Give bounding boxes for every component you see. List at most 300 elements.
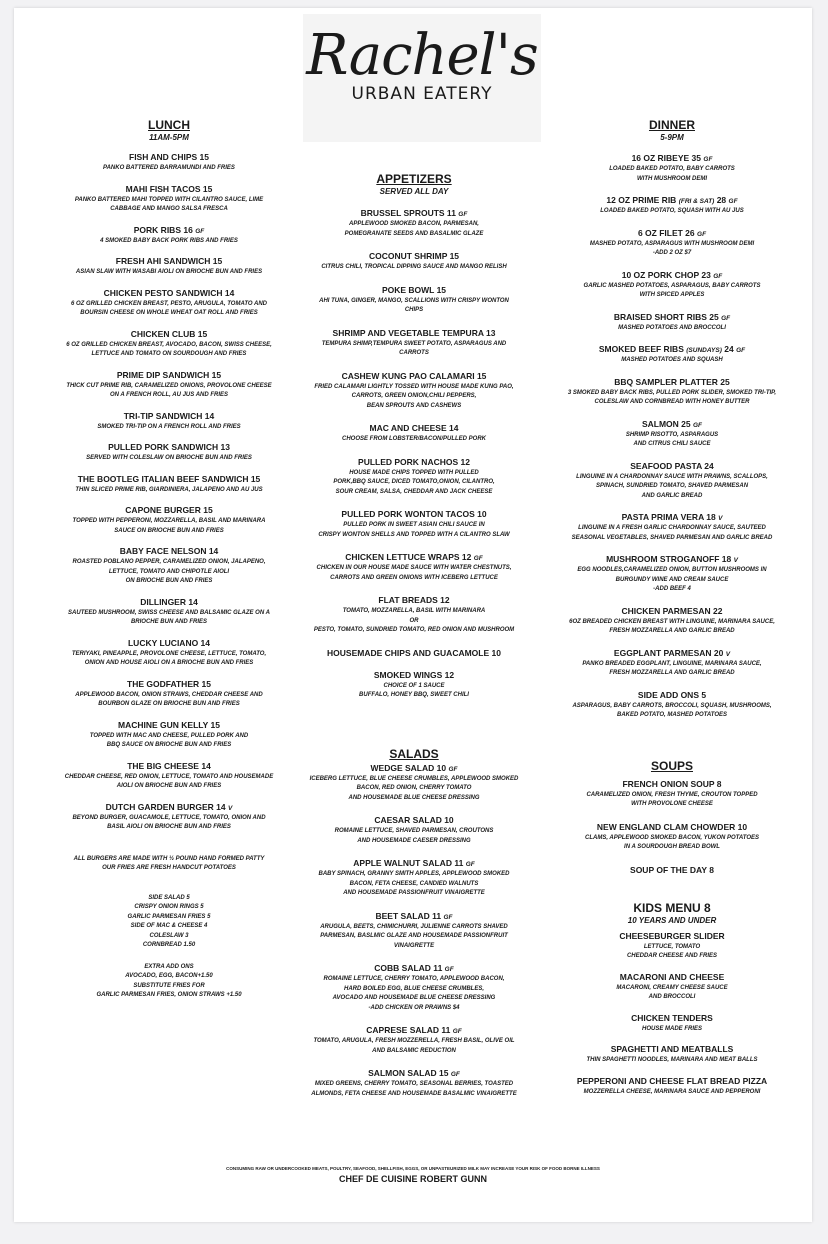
item-name-text: SPAGHETTI AND MEATBALLS bbox=[610, 1044, 734, 1054]
menu-item-name bbox=[14, 370, 324, 380]
item-name-text: EGGPLANT PARMESAN 20 bbox=[613, 647, 724, 658]
description-line: CLAMS, APPLEWOOD SMOKED BACON, YUKON POTATOES bbox=[584, 834, 759, 841]
item-name-text: 10 OZ PORK CHOP 23 bbox=[621, 269, 711, 280]
menu-item-description bbox=[294, 923, 534, 952]
description-line: TOPPED WITH MAC AND CHEESE, PULLED PORK AND bbox=[89, 732, 249, 739]
item-tag: GF bbox=[443, 913, 453, 921]
lunch-title: LUNCH bbox=[148, 118, 190, 132]
menu-item-description bbox=[532, 618, 812, 637]
description-line: CARROTS, GREEN ONION,CHILI PEPPERS, bbox=[351, 393, 477, 399]
description-line: CABBAGE AND MANGO SALSA FRESCA bbox=[110, 206, 228, 212]
description-line: AIOLI ON BRIOCHE BUN AND FRIES bbox=[116, 783, 222, 789]
burger-note-line: ALL BURGERS ARE MADE WITH ½ POUND HAND FORMED PATTY bbox=[73, 855, 265, 862]
menu-item bbox=[294, 1025, 534, 1056]
item-tag: GF bbox=[465, 861, 475, 868]
menu-item-description bbox=[532, 984, 812, 1003]
item-name-text: CHICKEN TENDERS bbox=[631, 1012, 713, 1023]
menu-item bbox=[294, 509, 534, 540]
menu-page bbox=[14, 8, 812, 1222]
description-line: SEASONAL VEGETABLES, SHAVED PARMESAN AND GARLIC BREAD bbox=[571, 534, 773, 541]
dinner-hours: 5-9PM bbox=[660, 133, 684, 142]
menu-item bbox=[532, 419, 812, 450]
description-line: BOURSIN CHEESE ON WHOLE WHEAT OAT ROLL AND FRIES bbox=[80, 310, 258, 316]
menu-item-name bbox=[294, 763, 534, 773]
menu-item-description bbox=[532, 566, 812, 595]
description-line: BUFFALO, HONEY BBQ, SWEET CHILI bbox=[359, 692, 469, 698]
chef-credit: CHEF DE CUISINE ROBERT GUNN bbox=[338, 1174, 487, 1184]
item-name-text: TRI-TIP SANDWICH 14 bbox=[123, 410, 215, 421]
lunch-column bbox=[14, 118, 324, 1001]
description-line: PANKO BATTERED MAHI TOPPED WITH CILANTRO SAUCE, LIME bbox=[74, 196, 264, 203]
description-line: APPLEWOOD SMOKED BACON, PARMESAN, bbox=[349, 221, 479, 227]
description-line: AHI TUNA, GINGER, MANGO, SCALLIONS WITH CRISPY WONTON bbox=[319, 297, 509, 304]
description-line: LINGUINE IN A CHARDONNAY SAUCE WITH PRAWNS, SCALLOPS, bbox=[576, 473, 768, 480]
menu-item-description bbox=[532, 702, 812, 721]
item-tag: GF bbox=[444, 966, 454, 973]
description-line: VINAIGRETTE bbox=[393, 942, 435, 949]
menu-item bbox=[294, 648, 534, 658]
soups-title: SOUPS bbox=[650, 758, 693, 773]
menu-item-name bbox=[294, 670, 534, 680]
side-item: GARLIC PARMESAN FRIES 5 bbox=[127, 913, 211, 920]
description-line: ASIAN SLAW WITH WASABI AIOLI ON BRIOCHE BUN AND FRIES bbox=[75, 269, 263, 275]
menu-item bbox=[14, 225, 324, 247]
item-tag: GF bbox=[450, 1071, 460, 1078]
item-tag: GF bbox=[693, 421, 703, 429]
menu-item-name bbox=[294, 457, 534, 467]
item-name-text: BRAISED SHORT RIBS 25 bbox=[613, 311, 719, 322]
menu-item-name bbox=[294, 208, 534, 218]
menu-item-description bbox=[14, 691, 324, 710]
item-name-text: APPLE WALNUT SALAD 11 bbox=[353, 858, 464, 868]
menu-item-description bbox=[294, 682, 534, 701]
item-tag: V bbox=[733, 557, 738, 564]
item-name-text: SIDE ADD ONS 5 bbox=[637, 689, 707, 700]
description-line: BRIOCHE BUN AND FRIES bbox=[130, 619, 208, 625]
menu-item-description bbox=[294, 1080, 534, 1099]
item-tag: V bbox=[725, 650, 731, 658]
menu-item-description bbox=[14, 517, 324, 536]
extra-add-ons bbox=[14, 963, 324, 1001]
description-line: HOUSE MADE FRIES bbox=[641, 1025, 702, 1032]
description-line: -ADD BEEF 4 bbox=[653, 586, 691, 592]
menu-item bbox=[14, 546, 324, 587]
menu-item-name bbox=[532, 344, 812, 354]
description-line: POMEGRANATE SEEDS AND BASALMIC GLAZE bbox=[344, 230, 484, 237]
description-line: CARROTS bbox=[399, 350, 429, 356]
description-line: MASHED POTATO, ASPARAGUS WITH MUSHROOM DEMI bbox=[589, 240, 755, 247]
menu-item-description bbox=[532, 1088, 812, 1098]
description-line: MIXED GREENS, CHERRY TOMATO, SEASONAL BERRIES, TOASTED bbox=[314, 1081, 514, 1087]
description-line: ROMAINE LETTUCE, CHERRY TOMATO, APPLEWOOD BACON, bbox=[323, 976, 505, 982]
menu-item-name bbox=[532, 972, 812, 982]
menu-item bbox=[532, 690, 812, 721]
menu-item-name bbox=[294, 815, 534, 825]
item-name-text: SMOKED WINGS 12 bbox=[373, 669, 455, 680]
menu-item-description bbox=[294, 775, 534, 804]
item-name-text: LUCKY LUCIANO 14 bbox=[127, 637, 211, 648]
description-line: AND HOUSEMADE CAESER DRESSING bbox=[357, 837, 471, 844]
description-line: ROASTED POBLANO PEPPER, CARAMELIZED ONION, JALAPENO, bbox=[72, 559, 266, 565]
menu-item-name bbox=[532, 1044, 812, 1054]
description-line: WITH MUSHROOM DEMI bbox=[637, 175, 707, 182]
description-line: BOURBON GLAZE ON BRIOCHE BUN AND FRIES bbox=[98, 701, 240, 707]
item-tag: GF bbox=[713, 272, 723, 280]
description-line: APPLEWOOD BACON, ONION STRAWS, CHEDDAR CHEESE AND bbox=[75, 691, 263, 698]
item-name-text: CASHEW KUNG PAO CALAMARI 15 bbox=[341, 370, 487, 381]
item-name-text: FLAT BREADS 12 bbox=[378, 595, 450, 605]
menu-item-description bbox=[532, 324, 812, 334]
menu-item bbox=[532, 1076, 812, 1098]
menu-item-description bbox=[294, 564, 534, 583]
menu-item bbox=[532, 377, 812, 408]
item-name-text: CHEESEBURGER SLIDER bbox=[619, 930, 725, 941]
menu-item bbox=[532, 779, 812, 810]
menu-item-description bbox=[14, 382, 324, 401]
menu-item-name bbox=[532, 648, 812, 658]
item-name-text: SMOKED BEEF RIBS bbox=[598, 344, 684, 354]
description-line: AVOCADO AND HOUSEMADE BLUE CHEESE DRESSING bbox=[332, 995, 496, 1001]
item-name-text: PULLED PORK WONTON TACOS 10 bbox=[341, 509, 487, 519]
menu-item bbox=[294, 670, 534, 701]
description-line: 6 OZ GRILLED CHICKEN BREAST, PESTO, ARUGULA, TOMATO AND bbox=[70, 300, 267, 307]
appetizers-title: APPETIZERS bbox=[376, 172, 452, 186]
menu-item bbox=[532, 648, 812, 679]
menu-item bbox=[294, 763, 534, 804]
item-name-text: MACHINE GUN KELLY 15 bbox=[117, 719, 221, 730]
item-name-text: THE BIG CHEESE 14 bbox=[127, 760, 211, 771]
item-name-text: BRUSSEL SPROUTS 11 bbox=[360, 208, 456, 218]
description-line: PARMESAN, BASLMIC GLAZE AND HOUSEMADE PASSIONFRUIT bbox=[320, 933, 508, 939]
menu-item-description bbox=[532, 473, 812, 502]
description-line: LINGUINE IN A FRESH GARLIC CHARDONNAY SAUCE, SAUTEED bbox=[578, 525, 766, 531]
item-name-text: 6 OZ FILET 26 bbox=[637, 227, 695, 238]
description-line: BEAN SPROUTS AND CASHEWS bbox=[366, 402, 462, 409]
menu-item bbox=[14, 474, 324, 496]
item-name-text: THE GODFATHER 15 bbox=[127, 678, 211, 689]
side-item: SIDE SALAD 5 bbox=[148, 894, 190, 901]
menu-item-description bbox=[532, 356, 812, 366]
menu-item-name bbox=[532, 461, 812, 471]
menu-item-name bbox=[14, 256, 324, 266]
menu-item bbox=[532, 1013, 812, 1035]
description-line: AND HOUSEMADE BLUE CHEESE DRESSING bbox=[348, 794, 480, 801]
description-line: HOUSE MADE CHIPS TOPPED WITH PULLED bbox=[349, 469, 479, 476]
lunch-hours: 11AM-5PM bbox=[149, 133, 189, 142]
description-line: -ADD CHICKEN OR PRAWNS $4 bbox=[368, 1004, 460, 1011]
item-name-text: WEDGE SALAD 10 bbox=[370, 762, 447, 773]
item-name-text: 12 OZ PRIME RIB bbox=[606, 195, 677, 205]
description-line: FRESH MOZZARELLA AND GARLIC BREAD bbox=[609, 628, 735, 634]
menu-item-description bbox=[532, 389, 812, 408]
sides-list bbox=[14, 894, 324, 951]
item-name-text: DILLINGER 14 bbox=[140, 596, 198, 607]
menu-item bbox=[294, 815, 534, 846]
menu-item-name bbox=[294, 963, 534, 973]
menu-item bbox=[294, 285, 534, 316]
menu-item bbox=[532, 195, 812, 217]
description-line: TOPPED WITH PEPPERONI, MOZZARELLA, BASIL AND MARINARA bbox=[72, 518, 266, 524]
item-name-text: PULLED PORK SANDWICH 13 bbox=[108, 442, 230, 452]
description-line: TOMATO, ARUGULA, FRESH MOZZERELLA, FRESH BASIL, OLIVE OIL bbox=[313, 1038, 515, 1044]
menu-item-description bbox=[14, 773, 324, 792]
menu-item-name bbox=[294, 1068, 534, 1078]
menu-item-description bbox=[294, 263, 534, 273]
menu-item-name bbox=[532, 606, 812, 616]
menu-item-description bbox=[532, 165, 812, 184]
dinner-title: DINNER bbox=[648, 118, 695, 132]
menu-item bbox=[532, 512, 812, 543]
description-line: AND CITRUS CHILI SAUCE bbox=[633, 441, 711, 447]
description-line: AND GARLIC BREAD bbox=[641, 492, 703, 499]
item-name-text: PORK RIBS 16 bbox=[133, 224, 193, 235]
item-name-text: CHICKEN PARMESAN 22 bbox=[621, 605, 723, 616]
description-line: 4 SMOKED BABY BACK PORK RIBS AND FRIES bbox=[100, 237, 238, 244]
description-line: EGG NOODLES,CARAMELIZED ONION, BUTTON MUSHROOMS IN bbox=[577, 567, 767, 573]
item-tag: GF bbox=[697, 230, 707, 238]
menu-item-name bbox=[532, 153, 812, 163]
dinner-items bbox=[532, 153, 812, 721]
menu-item-name bbox=[532, 270, 812, 280]
item-tag: V bbox=[228, 804, 233, 812]
restaurant-logo bbox=[303, 14, 541, 142]
menu-item-description bbox=[532, 1025, 812, 1035]
menu-item-description bbox=[14, 732, 324, 751]
logo-subtitle: URBAN EATERY bbox=[351, 84, 493, 104]
menu-item-description bbox=[532, 660, 812, 679]
appetizer-items bbox=[294, 208, 534, 701]
description-line: ON A FRENCH ROLL, AU JUS AND FRIES bbox=[109, 392, 229, 398]
item-tag: (FRI & SAT) bbox=[678, 198, 715, 205]
menu-item-name bbox=[294, 1025, 534, 1035]
item-name-text: MUSHROOM STROGANOFF 18 bbox=[606, 554, 732, 564]
menu-item-description bbox=[294, 469, 534, 498]
salad-items bbox=[294, 763, 534, 1100]
menu-item-description bbox=[532, 1056, 812, 1066]
item-name-text: CHICKEN LETTUCE WRAPS 12 bbox=[345, 552, 472, 562]
description-line: LETTUCE, TOMATO bbox=[643, 943, 701, 950]
description-line: 6OZ BREADED CHICKEN BREAST WITH LINGUINE, MARINARA SAUCE, bbox=[569, 618, 775, 625]
menu-item-description bbox=[14, 609, 324, 628]
item-name-text: SEAFOOD PASTA 24 bbox=[630, 460, 714, 471]
menu-item-description bbox=[294, 383, 534, 412]
menu-item bbox=[14, 288, 324, 319]
lunch-items bbox=[14, 152, 324, 833]
description-line: CHICKEN IN OUR HOUSE MADE SAUCE WITH WATER CHESTNUTS, bbox=[316, 565, 512, 571]
menu-item bbox=[532, 822, 812, 853]
description-line: THIN SLICED PRIME RIB, GIARDINIERA, JALAPENO AND AU JUS bbox=[75, 486, 263, 493]
burger-note bbox=[14, 855, 324, 874]
item-name-text: MACARONI AND CHEESE bbox=[619, 971, 725, 982]
menu-item-description bbox=[14, 558, 324, 587]
description-line: TERIYAKI, PINEAPPLE, PROVOLONE CHEESE, LETTUCE, TOMATO, bbox=[71, 650, 267, 657]
menu-item-name bbox=[294, 328, 534, 338]
middle-column bbox=[294, 172, 534, 1099]
menu-item-description bbox=[294, 220, 534, 239]
item-name-text: CAPONE BURGER 15 bbox=[125, 505, 213, 515]
menu-item-name bbox=[532, 779, 812, 789]
menu-item-description bbox=[532, 282, 812, 301]
description-line: LETTUCE AND TOMATO ON SOURDOUGH AND FRIES bbox=[91, 351, 247, 357]
menu-item bbox=[532, 228, 812, 259]
description-line: ARUGULA, BEETS, CHIMICHURRI, JULIENNE CARROTS SHAVED bbox=[320, 923, 508, 930]
description-line: MASHED POTATOES AND BROCCOLI bbox=[618, 324, 726, 331]
description-line: OR bbox=[409, 617, 419, 624]
extra-line: GARLIC PARMESAN FRIES, ONION STRAWS +1.50 bbox=[96, 992, 242, 998]
menu-item-description bbox=[294, 340, 534, 359]
menu-item-name bbox=[532, 1013, 812, 1023]
item-name-text: CAPRESE SALAD 11 bbox=[366, 1025, 451, 1035]
food-warning: CONSUMING RAW OR UNDERCOOKED MEATS, POULTRY, SEAFOOD, SHELLFISH, EGGS, OR UNPASTEURIZED MILK MAY INCREASE YOUR RISK OF FOOD BORNE ILLNESS bbox=[226, 1166, 600, 1171]
menu-item-name bbox=[14, 225, 324, 235]
menu-item-name bbox=[14, 184, 324, 194]
item-tag: GF bbox=[473, 555, 483, 562]
side-item: SIDE OF MAC & CHEESE 4 bbox=[130, 923, 208, 929]
menu-item-name bbox=[294, 858, 534, 868]
description-line: -ADD 2 OZ $7 bbox=[652, 250, 692, 256]
description-line: MASHED POTATOES AND SQUASH bbox=[621, 357, 723, 363]
item-name-text: NEW ENGLAND CLAM CHOWDER 10 bbox=[596, 821, 748, 832]
menu-item-name bbox=[14, 802, 324, 812]
menu-item-name bbox=[14, 442, 324, 452]
menu-item-name bbox=[14, 546, 324, 556]
item-tag: V bbox=[718, 515, 723, 522]
item-name-text: PASTA PRIMA VERA 18 bbox=[621, 512, 716, 522]
description-line: SMOKED TRI-TIP ON A FRENCH ROLL AND FRIES bbox=[97, 423, 241, 430]
description-line: ON BRIOCHE BUN AND FRIES bbox=[125, 578, 213, 584]
description-line: WITH PROVOLONE CHEESE bbox=[631, 801, 713, 807]
menu-item-name bbox=[532, 377, 812, 387]
description-line: CITRUS CHILI, TROPICAL DIPPING SAUCE AND MANGO RELISH bbox=[321, 264, 507, 270]
menu-item-name bbox=[14, 679, 324, 689]
description-line: PANKO BREADED EGGPLANT, LINGUINE, MARINARA SAUCE, bbox=[582, 660, 762, 667]
dinner-column bbox=[532, 118, 812, 1097]
menu-item bbox=[14, 505, 324, 536]
kids-sub: 10 YEARS AND UNDER bbox=[627, 915, 717, 925]
description-line: THICK CUT PRIME RIB, CARAMELIZED ONIONS, PROVOLONE CHEESE bbox=[66, 382, 272, 389]
menu-item bbox=[294, 328, 534, 359]
description-line: CHEDDAR CHEESE, RED ONION, LETTUCE, TOMATO AND HOUSEMADE bbox=[64, 773, 274, 780]
item-name-text: HOUSEMADE CHIPS AND GUACAMOLE 10 bbox=[327, 647, 501, 658]
menu-item bbox=[14, 329, 324, 360]
menu-item-description bbox=[14, 237, 324, 247]
item-name-text: MAHI FISH TACOS 15 bbox=[125, 183, 213, 194]
menu-item-name bbox=[14, 288, 324, 298]
description-line: BACON, RED ONION, CHERRY TOMATO bbox=[356, 785, 472, 791]
menu-item bbox=[14, 597, 324, 628]
extra-line: AVOCADO, EGG, BACON+1.50 bbox=[125, 973, 213, 979]
item-name-text: CAESAR SALAD 10 bbox=[374, 815, 454, 825]
menu-item bbox=[14, 802, 324, 833]
menu-item-description bbox=[14, 814, 324, 833]
menu-item-name bbox=[532, 822, 812, 832]
menu-item-name bbox=[294, 423, 534, 433]
description-line: LOADED BAKED POTATO, SQUASH WITH AU JUS bbox=[600, 208, 744, 214]
description-line: WITH SPICED APPLES bbox=[639, 292, 705, 298]
menu-item bbox=[14, 720, 324, 751]
description-line: IN A SOURDOUGH BREAD BOWL bbox=[624, 844, 720, 850]
description-line: ONION AND HOUSE AIOLI ON A BRIOCHE BUN AND FRIES bbox=[84, 660, 254, 666]
menu-item-description bbox=[532, 240, 812, 259]
description-line: CHOOSE FROM LOBSTER/BACON/PULLED PORK bbox=[341, 436, 486, 442]
menu-item bbox=[294, 251, 534, 273]
menu-item-description bbox=[294, 297, 534, 316]
menu-item bbox=[14, 411, 324, 433]
menu-item-name bbox=[14, 329, 324, 339]
description-line: ICEBERG LETTUCE, BLUE CHEESE CRUMBLES, APPLEWOOD SMOKED bbox=[309, 775, 519, 782]
item-tag: GF bbox=[721, 314, 731, 322]
item-tag: (SUNDAYS) bbox=[686, 347, 722, 354]
item-name-text: CHICKEN CLUB 15 bbox=[130, 328, 208, 339]
menu-item bbox=[294, 595, 534, 636]
extra-line: EXTRA ADD ONS bbox=[144, 963, 194, 970]
menu-item-name bbox=[14, 152, 324, 162]
description-line: AND BROCCOLI bbox=[648, 994, 696, 1000]
menu-item bbox=[294, 552, 534, 583]
menu-item-name bbox=[294, 648, 534, 658]
menu-item-name bbox=[294, 371, 534, 381]
menu-item-name bbox=[294, 595, 534, 605]
menu-item bbox=[14, 256, 324, 278]
menu-item bbox=[532, 344, 812, 366]
menu-item-name bbox=[532, 195, 812, 205]
item-name-text: FRENCH ONION SOUP 8 bbox=[622, 778, 722, 789]
menu-item-description bbox=[14, 341, 324, 360]
soup-items bbox=[532, 779, 812, 875]
description-line: PORK,BBQ SAUCE, DICED TOMATO,ONION, CILANTRO, bbox=[333, 479, 495, 485]
item-name-text: FISH AND CHIPS 15 bbox=[129, 152, 209, 162]
description-line: FRIED CALAMARI LIGHTLY TOSSED WITH HOUSE MADE KUNG PAO, bbox=[314, 383, 514, 390]
appetizers-sub: SERVED ALL DAY bbox=[379, 187, 449, 196]
menu-item-description bbox=[294, 607, 534, 636]
description-line: THIN SPAGHETTI NOODLES, MARINARA AND MEAT BALLS bbox=[586, 1057, 758, 1063]
menu-item-name bbox=[14, 638, 324, 648]
item-tag: GF bbox=[448, 765, 458, 773]
description-line: SHRIMP RISOTTO, ASPARAGUS bbox=[625, 431, 719, 438]
item-name-text: SOUP OF THE DAY 8 bbox=[630, 864, 714, 875]
menu-item-description bbox=[294, 870, 534, 899]
description-line: AND HOUSEMADE PASSIONFRUIT VINAIGRETTE bbox=[343, 890, 485, 896]
description-line: CHIPS bbox=[404, 307, 424, 313]
menu-item-name bbox=[14, 597, 324, 607]
menu-item bbox=[532, 554, 812, 595]
description-line: SERVED WITH COLESLAW ON BRIOCHE BUN AND FRIES bbox=[86, 455, 252, 461]
description-line: BABY SPINACH, GRANNY SMITH APPLES, APPLEWOOD SMOKED bbox=[318, 871, 510, 877]
menu-item bbox=[532, 972, 812, 1003]
description-line: SAUCE ON BRIOCHE BUN AND FRIES bbox=[114, 527, 224, 534]
logo-script: Rachel's bbox=[306, 23, 538, 88]
menu-item-description bbox=[14, 196, 324, 215]
menu-item-name bbox=[532, 554, 812, 564]
item-price: 28 bbox=[716, 195, 727, 205]
item-tag: GF bbox=[736, 347, 746, 354]
item-name-text: COBB SALAD 11 bbox=[374, 963, 443, 973]
menu-item-description bbox=[532, 431, 812, 450]
description-line: HARD BOILED EGG, BLUE CHEESE CRUMBLES, bbox=[343, 985, 484, 992]
description-line: ASPARAGUS, BABY CARROTS, BROCCOLI, SQUASH, MUSHROOMS, bbox=[572, 702, 772, 709]
menu-item bbox=[14, 442, 324, 464]
menu-item-description bbox=[14, 650, 324, 669]
menu-item bbox=[14, 679, 324, 710]
description-line: FRESH MOZZARELLA AND GARLIC BREAD bbox=[609, 670, 735, 676]
item-name-text: 16 OZ RIBEYE 35 bbox=[631, 153, 702, 163]
menu-item-name bbox=[14, 720, 324, 730]
footer bbox=[14, 1166, 812, 1184]
menu-item bbox=[294, 423, 534, 445]
item-tag: GF bbox=[452, 1028, 462, 1035]
menu-item-description bbox=[294, 521, 534, 540]
description-line: COLESLAW AND CORNBREAD WITH HONEY BUTTER bbox=[594, 399, 750, 405]
